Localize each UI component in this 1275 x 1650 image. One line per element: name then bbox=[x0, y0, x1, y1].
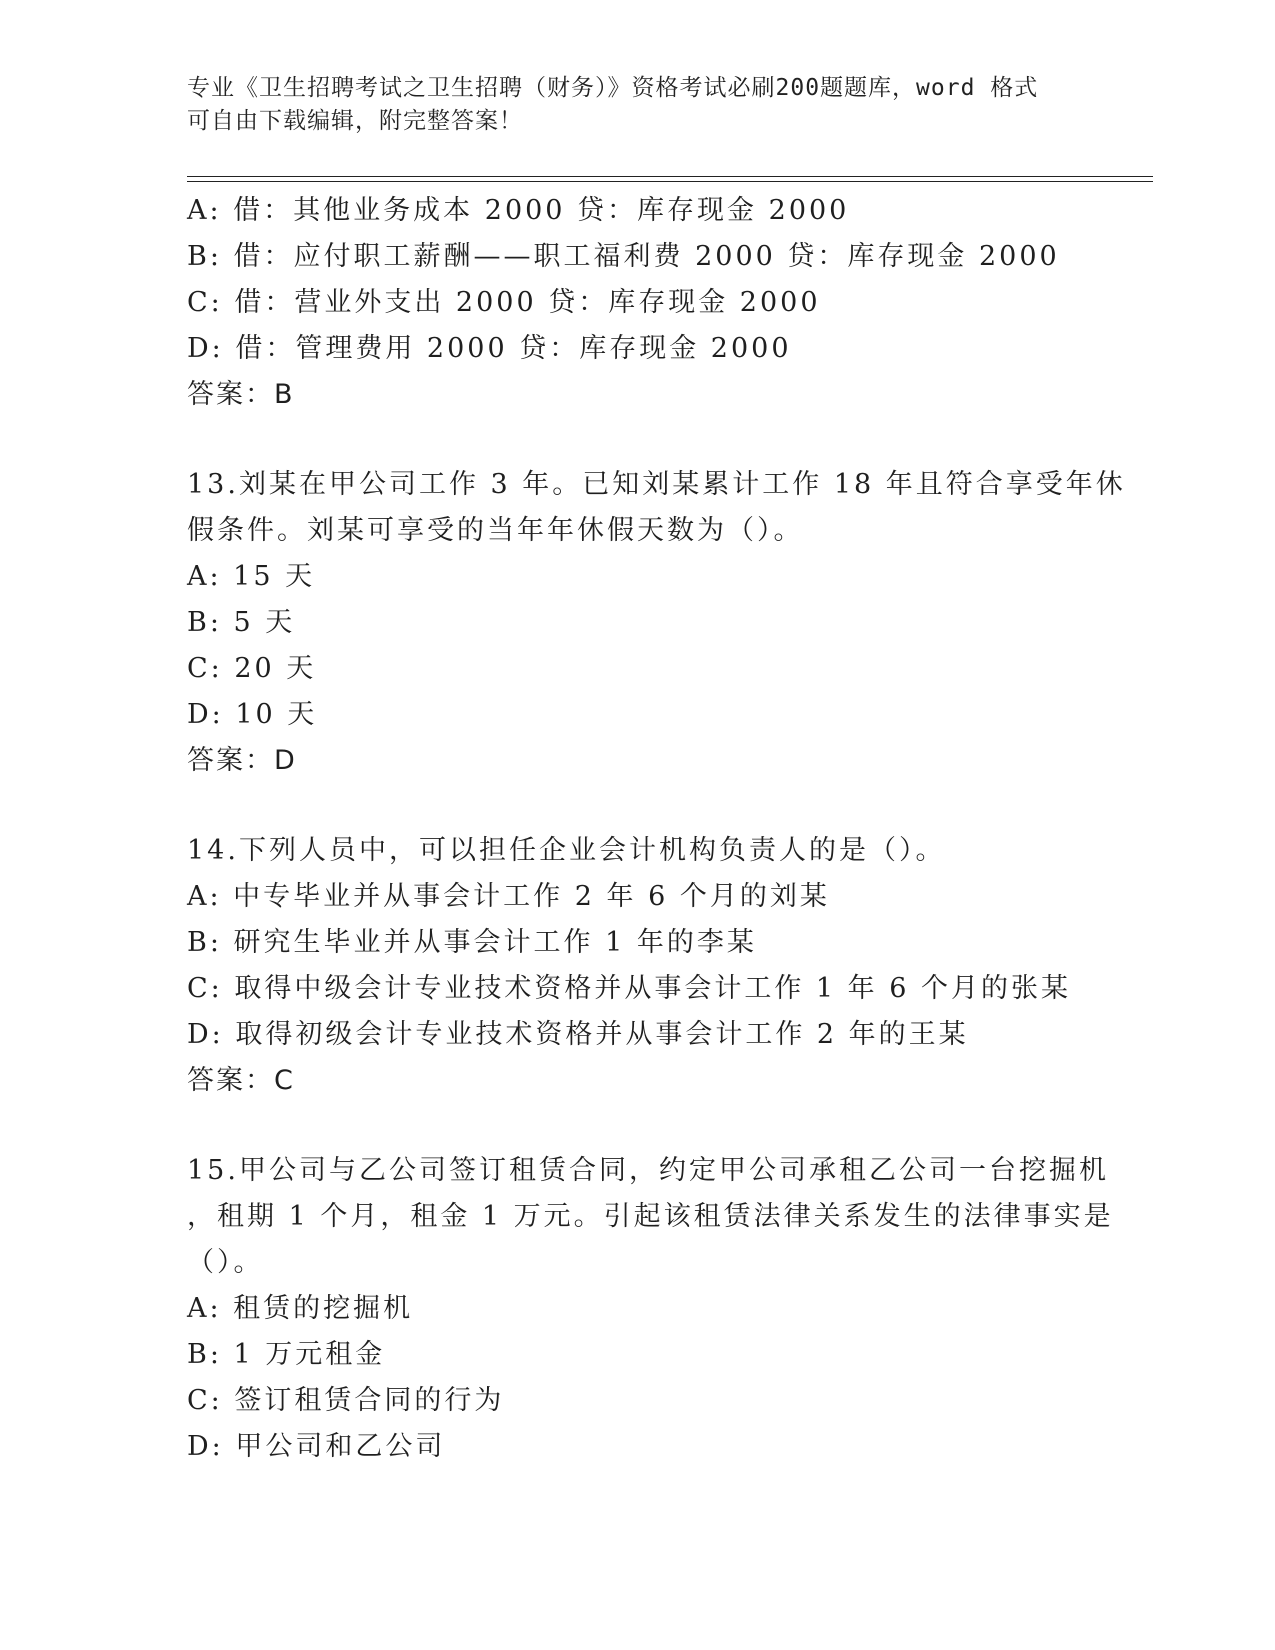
answer-label: 答案：B bbox=[187, 379, 295, 410]
question-13 bbox=[187, 462, 1126, 784]
document-header bbox=[187, 72, 1067, 138]
question-14 bbox=[187, 828, 1087, 1104]
spacer bbox=[187, 784, 1087, 828]
option-c: C: 取得中级会计专业技术资格并从事会计工作 1 年 6 个月的张某 bbox=[187, 973, 1072, 1004]
question-list bbox=[187, 188, 1126, 1470]
header-line-1: 专业《卫生招聘考试之卫生招聘（财务）》资格考试必刷200题题库，word 格式 bbox=[187, 75, 1039, 101]
option-d: D: 甲公司和乙公司 bbox=[187, 1431, 446, 1462]
question-stem: 14.下列人员中，可以担任企业会计机构负责人的是（）。 bbox=[187, 835, 946, 866]
option-b: B: 研究生毕业并从事会计工作 1 年的李某 bbox=[187, 927, 757, 958]
option-a: A: 租赁的挖掘机 bbox=[187, 1293, 414, 1324]
option-c: C: 20 天 bbox=[187, 653, 317, 684]
option-a: A: 15 天 bbox=[187, 561, 316, 592]
header-divider-top bbox=[187, 176, 1153, 177]
answer-label: 答案：C bbox=[187, 1065, 295, 1096]
option-a: A: 借：其他业务成本 2000 贷：库存现金 2000 bbox=[187, 195, 850, 226]
spacer bbox=[187, 1104, 1087, 1148]
question-15 bbox=[187, 1148, 1114, 1470]
option-a: A: 中专毕业并从事会计工作 2 年 6 个月的刘某 bbox=[187, 881, 830, 912]
option-b: B: 5 天 bbox=[187, 607, 296, 638]
answer-label: 答案：D bbox=[187, 745, 297, 776]
question-stem: 假条件。刘某可享受的当年年休假天数为（）。 bbox=[187, 515, 804, 546]
option-d: D: 借：管理费用 2000 贷：库存现金 2000 bbox=[187, 333, 792, 364]
option-b: B: 1 万元租金 bbox=[187, 1339, 386, 1370]
option-d: D: 10 天 bbox=[187, 699, 318, 730]
header-line-2: 可自由下载编辑，附完整答案！ bbox=[187, 108, 523, 134]
option-d: D: 取得初级会计专业技术资格并从事会计工作 2 年的王某 bbox=[187, 1019, 969, 1050]
header-divider-bottom bbox=[187, 181, 1153, 182]
question-stem: ，租期 1 个月，租金 1 万元。引起该租赁法律关系发生的法律事实是 bbox=[187, 1201, 1114, 1232]
option-c: C: 借：营业外支出 2000 贷：库存现金 2000 bbox=[187, 287, 821, 318]
question-stem: （）。 bbox=[187, 1247, 264, 1278]
question-stem: 15.甲公司与乙公司签订租赁合同，约定甲公司承租乙公司一台挖掘机 bbox=[187, 1155, 1109, 1186]
question-stem: 13.刘某在甲公司工作 3 年。已知刘某累计工作 18 年且符合享受年休 bbox=[187, 469, 1126, 500]
option-c: C: 签订租赁合同的行为 bbox=[187, 1385, 505, 1416]
question-12-continued bbox=[187, 188, 1087, 418]
option-b: B: 借：应付职工薪酬——职工福利费 2000 贷：库存现金 2000 bbox=[187, 241, 1060, 272]
spacer bbox=[187, 418, 1087, 462]
